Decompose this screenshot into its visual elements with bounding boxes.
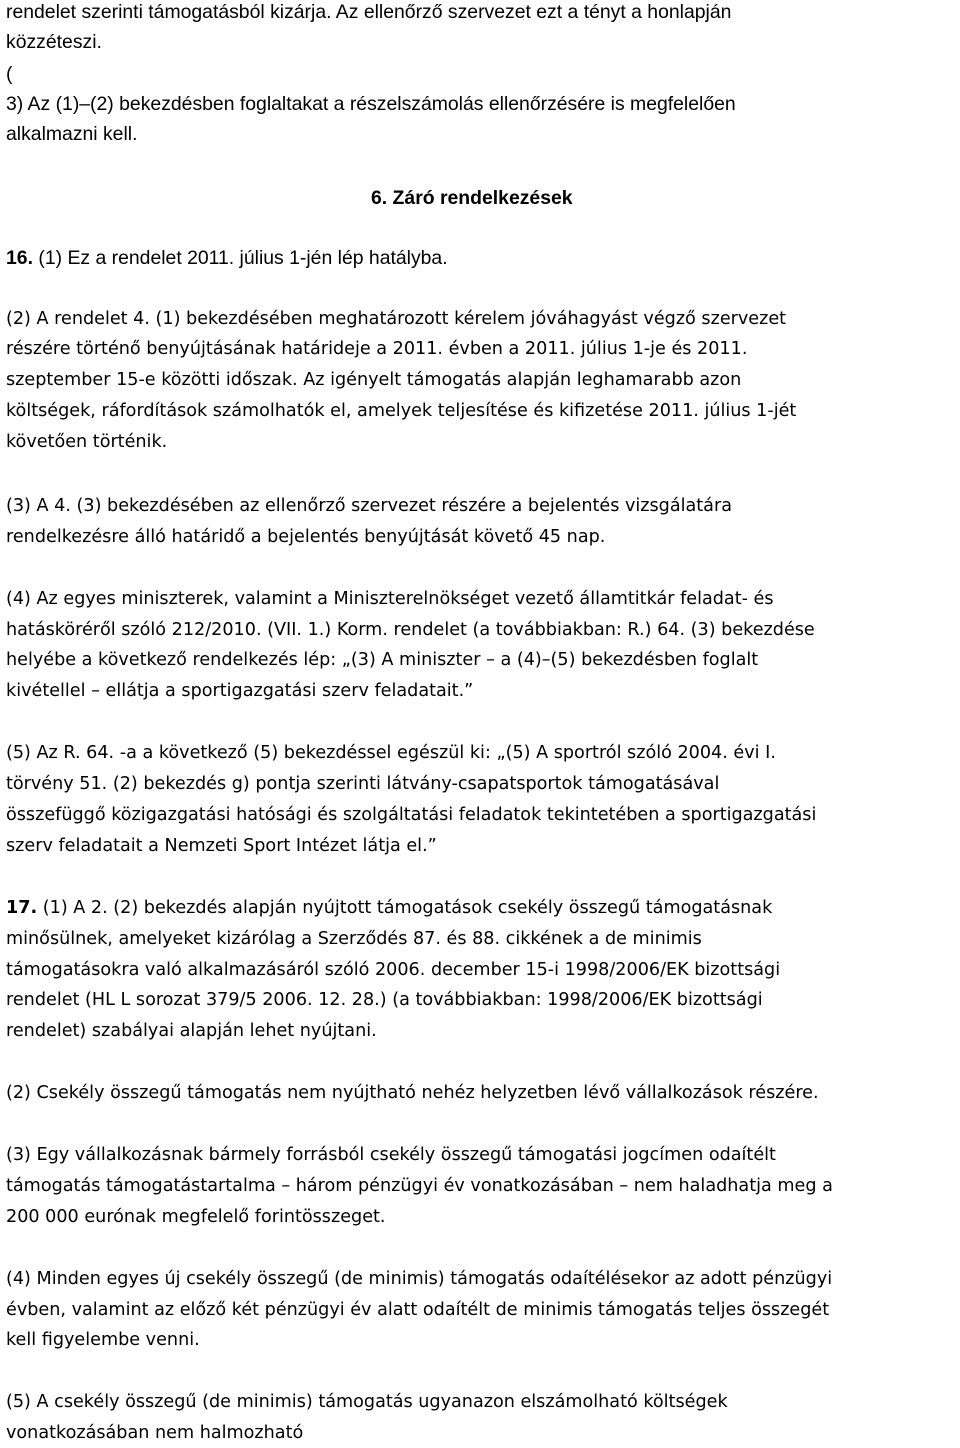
text-line: minősülnek, amelyeket kizárólag a Szerződés 87. és 88. cikkének a de minimis xyxy=(6,929,702,949)
text-line: hatásköréről szóló 212/2010. (VII. 1.) Korm. rendelet (a továbbiakban: R.) 64. (3) bekezdése xyxy=(6,620,815,640)
text-line: évben, valamint az előző két pénzügyi év alatt odaítélt de minimis támogatás teljes összegét xyxy=(6,1300,830,1320)
text-line: ( xyxy=(6,63,13,85)
text-line: rendelet szerinti támogatásból kizárja. Az ellenőrző szervezet ezt a tényt a honlapján xyxy=(6,1,732,23)
text-line: (3) A 4. (3) bekezdésében az ellenőrző szervezet részére a bejelentés vizsgálatára xyxy=(6,496,732,516)
text-line: 3) Az (1)–(2) bekezdésben foglaltakat a részelszámolás ellenőrzésére is megfelelően xyxy=(6,93,736,115)
text-line: (4) Az egyes miniszterek, valamint a Miniszterelnökséget vezető államtitkár feladat- és xyxy=(6,589,774,609)
text-line: támogatás támogatástartalma – három pénzügyi év vonatkozásában – nem haladhatja meg a xyxy=(6,1176,833,1196)
paragraph-16-1 xyxy=(6,243,448,273)
text-line: törvény 51. (2) bekezdés g) pontja szerinti látvány-csapatsportok támogatásával xyxy=(6,774,720,794)
text-line: helyébe a következő rendelkezés lép: „(3) A miniszter – a (4)–(5) bekezdésben foglalt xyxy=(6,650,759,670)
text-line: kell figyelembe venni. xyxy=(6,1330,200,1350)
text-line: kivétellel – ellátja a sportigazgatási szerv feladatait.” xyxy=(6,681,474,701)
text-line: (3) Egy vállalkozásnak bármely forrásból csekély összegű támogatási jogcímen odaítélt xyxy=(6,1145,776,1165)
paragraph-text: (1) Ez a rendelet 2011. július 1-jén lép hatályba. xyxy=(32,247,448,269)
text-line: szerv feladatait a Nemzeti Sport Intézet látja el.” xyxy=(6,836,437,856)
paragraph-text: (1) A 2. (2) bekezdés alapján nyújtott támogatások csekély összegű támogatásnak xyxy=(37,898,773,918)
text-line: (5) Az R. 64. -a a következő (5) bekezdéssel egészül ki: „(5) A sportról szóló 2004. évi I. xyxy=(6,743,776,763)
text-line: (2) Csekély összegű támogatás nem nyújtható nehéz helyzetben lévő vállalkozások részére. xyxy=(6,1083,819,1103)
text-line: rendelkezésre álló határidő a bejelentés benyújtását követő 45 nap. xyxy=(6,527,606,547)
text-line: közzéteszi. xyxy=(6,31,102,53)
text-line: szeptember 15-e közötti időszak. Az igényelt támogatás alapján leghamarabb azon xyxy=(6,370,742,390)
text-line: összefüggő közigazgatási hatósági és szolgáltatási feladatok tekintetében a sportigazgatási xyxy=(6,805,817,825)
text-line: követően történik. xyxy=(6,432,168,452)
text-line: költségek, ráfordítások számolhatók el, amelyek teljesítése és kifizetése 2011. július 1-jét xyxy=(6,401,797,421)
section-number: 17. xyxy=(6,898,38,918)
text-line: (2) A rendelet 4. (1) bekezdésében meghatározott kérelem jóváhagyást végző szervezet xyxy=(6,309,787,329)
section-number: 16. xyxy=(6,247,33,269)
text-line: 200 000 eurónak megfelelő forintösszeget. xyxy=(6,1207,386,1227)
text-line: részére történő benyújtásának határideje a 2011. évben a 2011. július 1-je és 2011. xyxy=(6,339,748,359)
text-line: (4) Minden egyes új csekély összegű (de minimis) támogatás odaítélésekor az adott pénzügyi xyxy=(6,1269,833,1289)
text-line: rendelet) szabályai alapján lehet nyújtani. xyxy=(6,1021,377,1041)
text-line: támogatásokra való alkalmazásáról szóló 2006. december 15-i 1998/2006/EK bizottsági xyxy=(6,960,781,980)
paragraph-17-1 xyxy=(6,893,772,923)
section-heading: 6. Záró rendelkezések xyxy=(371,187,573,209)
text-line: rendelet (HL L sorozat 379/5 2006. 12. 28.) (a továbbiakban: 1998/2006/EK bizottsági xyxy=(6,990,763,1010)
text-line: vonatkozásában nem halmozható xyxy=(6,1423,304,1443)
text-line: alkalmazni kell. xyxy=(6,123,138,145)
text-line: (5) A csekély összegű (de minimis) támogatás ugyanazon elszámolható költségek xyxy=(6,1392,728,1412)
